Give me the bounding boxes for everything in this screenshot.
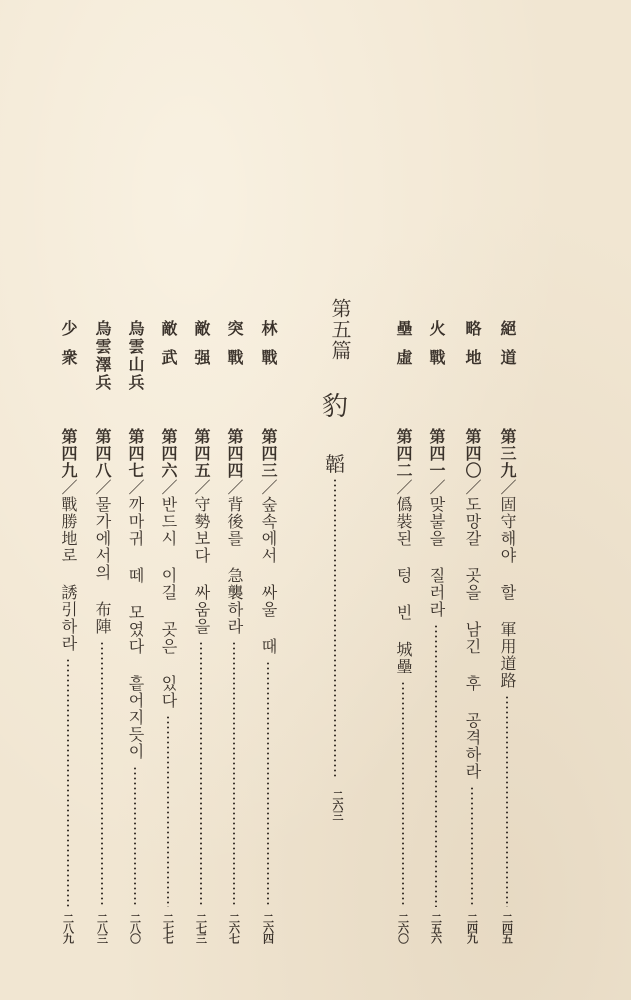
dot-leader — [402, 681, 404, 907]
entry-abbr: 少衆 — [59, 320, 78, 378]
chapter-title: ／물가에서의 布陣 — [93, 479, 112, 635]
entry-abbr: 壘虛 — [394, 320, 413, 378]
chapter-number: 第四八 — [93, 428, 112, 479]
section-title-glyph2: 韜 — [325, 452, 345, 476]
toc-entry — [427, 320, 454, 943]
entry-abbr: 林戰 — [259, 320, 278, 378]
chapter-title: ／도망갈 곳을 남긴 후 공격하라 — [463, 479, 482, 780]
toc-entry — [463, 320, 490, 943]
page-number: 二六〇 — [396, 913, 410, 943]
entry-abbr: 烏雲澤兵 — [93, 320, 112, 392]
chapter-title: ／까마귀 떼 모였다 흩어지듯이 — [126, 479, 145, 760]
chapter-title: ／숲속에서 싸울 때 — [259, 479, 278, 655]
dot-leader — [167, 715, 169, 907]
chapter-number: 第三九 — [498, 428, 517, 479]
entry-abbr: 突戰 — [225, 320, 244, 378]
chapter-title: ／守勢보다 싸움을 — [192, 479, 211, 635]
dot-leader — [267, 661, 269, 907]
section-label: 第五篇 — [328, 298, 352, 361]
page-number: 二八九 — [61, 913, 75, 943]
chapter-title: ／맞불을 질러라 — [427, 479, 446, 618]
dot-leader — [200, 641, 202, 907]
entry-abbr: 敵武 — [159, 320, 178, 378]
chapter-number: 第四二 — [394, 428, 413, 479]
chapter-number: 第四九 — [59, 428, 78, 479]
chapter-number: 第四三 — [259, 428, 278, 479]
toc-entry — [159, 320, 186, 943]
chapter-title: ／背後를 急襲하라 — [225, 479, 244, 635]
chapter-number: 第四四 — [225, 428, 244, 479]
page-number: 二四五 — [500, 913, 514, 943]
chapter-title: ／僞裝된 텅 빈 城壘 — [394, 479, 413, 675]
entry-abbr: 絕道 — [498, 320, 517, 378]
chapter-number: 第四一 — [427, 428, 446, 479]
section-title-glyph: 豹 — [322, 392, 349, 422]
chapter-number: 第四五 — [192, 428, 211, 479]
dot-leader — [67, 658, 69, 907]
page-number: 二五六 — [429, 913, 443, 943]
page-number: 二八〇 — [128, 913, 142, 943]
toc-entry — [126, 320, 153, 943]
dot-leader — [233, 641, 235, 907]
entry-abbr: 敵强 — [192, 320, 211, 378]
dot-leader — [334, 478, 336, 778]
page-number: 二七三 — [194, 913, 208, 943]
dot-leader — [435, 624, 437, 907]
dot-leader — [101, 641, 103, 907]
entry-abbr: 火戰 — [427, 320, 446, 378]
chapter-title: ／반드시 이길 곳은 있다 — [159, 479, 178, 709]
section-page-number: 二六三 — [331, 790, 344, 820]
dot-leader — [506, 695, 508, 907]
chapter-title: ／固守해야 할 軍用道路 — [498, 479, 517, 689]
page-number: 二六四 — [261, 913, 275, 943]
toc-entry — [93, 320, 120, 943]
page-number: 二七七 — [161, 913, 175, 943]
chapter-number: 第四〇 — [463, 428, 482, 479]
page-number: 二四九 — [465, 913, 479, 943]
toc-entry — [259, 320, 286, 943]
toc-entry — [59, 320, 86, 943]
chapter-number: 第四六 — [159, 428, 178, 479]
toc-entry — [394, 320, 421, 943]
toc-entry — [498, 320, 525, 943]
chapter-number: 第四七 — [126, 428, 145, 479]
page-number: 二八三 — [95, 913, 109, 943]
section-heading — [318, 298, 354, 838]
entry-abbr: 烏雲山兵 — [126, 320, 145, 392]
toc-entry — [225, 320, 252, 943]
dot-leader — [134, 766, 136, 907]
dot-leader — [471, 786, 473, 907]
page-number: 二六七 — [227, 913, 241, 943]
entry-abbr: 略地 — [463, 320, 482, 378]
toc-entry — [192, 320, 219, 943]
chapter-title: ／戰勝地로 誘引하라 — [59, 479, 78, 652]
